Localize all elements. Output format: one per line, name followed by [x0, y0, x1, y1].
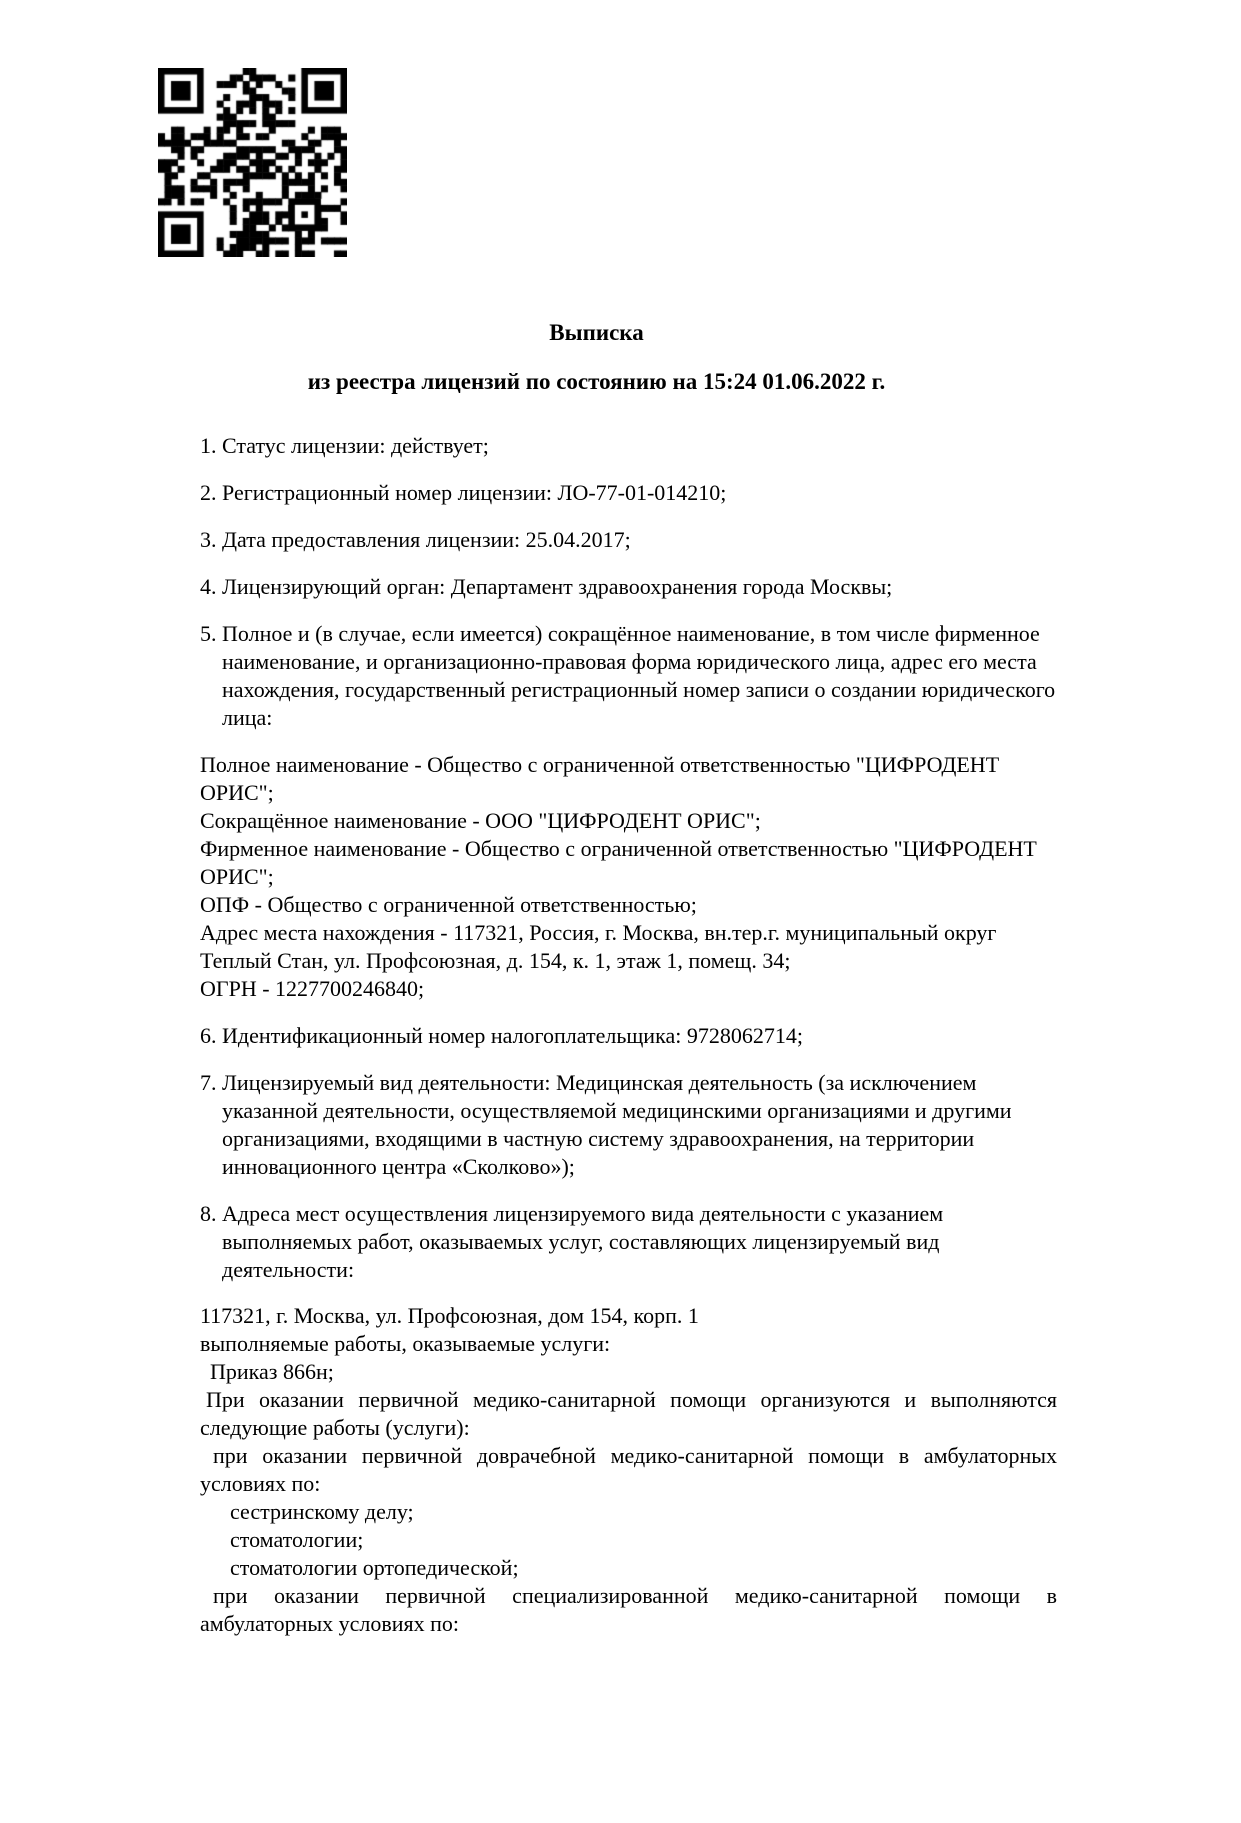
service-line-nursing: сестринскому делу;: [230, 1499, 414, 1524]
document-subtitle: из реестра лицензий по состоянию на 15:24 01.06.2022 г.: [307, 369, 886, 394]
item-grant-date: 3. Дата предоставления лицензии: 25.04.2017;: [200, 527, 631, 552]
document-content: [200, 319, 1057, 1638]
entity-legal-form: ОПФ - Общество с ограниченной ответственностью;: [200, 892, 697, 917]
activity-address-block: [200, 1302, 1057, 1638]
item-registration-number: 2. Регистрационный номер лицензии: ЛО-77-01-014210;: [200, 480, 727, 505]
item-entity-names-heading: 5. Полное и (в случае, если имеется) сокращённое наименование, в том числе фирменное наименование, и организационно-правовая форма юридического лица, адрес его места нахождения, государственный регистрационный номер записи о создании юридического лица:: [200, 621, 1056, 730]
entity-full-name: Полное наименование - Общество с ограниченной ответственностью "ЦИФРОДЕНТ ОРИС";: [200, 752, 1000, 805]
item-inn: 6. Идентификационный номер налогоплательщика: 9728062714;: [200, 1023, 803, 1048]
entity-short-name: Сокращённое наименование - ООО "ЦИФРОДЕНТ ОРИС";: [200, 808, 761, 833]
item-license-status: 1. Статус лицензии: действует;: [200, 433, 489, 458]
item-licensing-authority: 4. Лицензирующий орган: Департамент здравоохранения города Москвы;: [200, 574, 893, 599]
entity-details-block: [200, 751, 1057, 1003]
service-line-order-866n: Приказ 866н;: [210, 1359, 334, 1384]
item-activity-type: 7. Лицензируемый вид деятельности: Медицинская деятельность (за исключением указанной деятельности, осуществляемой медицинскими организациями и другими организациями, входящими в частную систему здравоохранения, на территории инновационного центра «Сколково»);: [200, 1070, 1012, 1179]
service-line-prehospital-care: при оказании первичной доврачебной медико-санитарной помощи в амбулаторных условиях по:: [200, 1443, 1057, 1496]
document-title: Выписка: [549, 320, 644, 345]
document-header: [200, 319, 1057, 396]
license-extract-page: [0, 68, 1241, 1638]
qr-code: [158, 68, 347, 257]
service-line-orthopedic-dentistry: стоматологии ортопедической;: [230, 1555, 519, 1580]
item-activity-addresses-heading: 8. Адреса мест осуществления лицензируемого вида деятельности с указанием выполняемых работ, оказываемых услуг, составляющих лицензируемый вид деятельности:: [200, 1201, 944, 1282]
entity-brand-name: Фирменное наименование - Общество с ограниченной ответственностью "ЦИФРОДЕНТ ОРИС";: [200, 836, 1037, 889]
entity-ogrn: ОГРН - 1227700246840;: [200, 976, 425, 1001]
service-line-dentistry: стоматологии;: [230, 1527, 364, 1552]
activity-address: 117321, г. Москва, ул. Профсоюзная, дом 154, корп. 1: [200, 1303, 699, 1328]
service-line-primary-care: При оказании первичной медико-санитарной помощи организуются и выполняются следующие работы (услуги):: [200, 1387, 1057, 1440]
entity-legal-address: Адрес места нахождения - 117321, Россия, г. Москва, вн.тер.г. муниципальный округ Теплый Стан, ул. Профсоюзная, д. 154, к. 1, этаж 1, помещ. 34;: [200, 920, 997, 973]
service-line-specialized-care: при оказании первичной специализированной медико-санитарной помощи в амбулаторных условиях по:: [200, 1583, 1057, 1636]
works-intro: выполняемые работы, оказываемые услуги:: [200, 1331, 611, 1356]
